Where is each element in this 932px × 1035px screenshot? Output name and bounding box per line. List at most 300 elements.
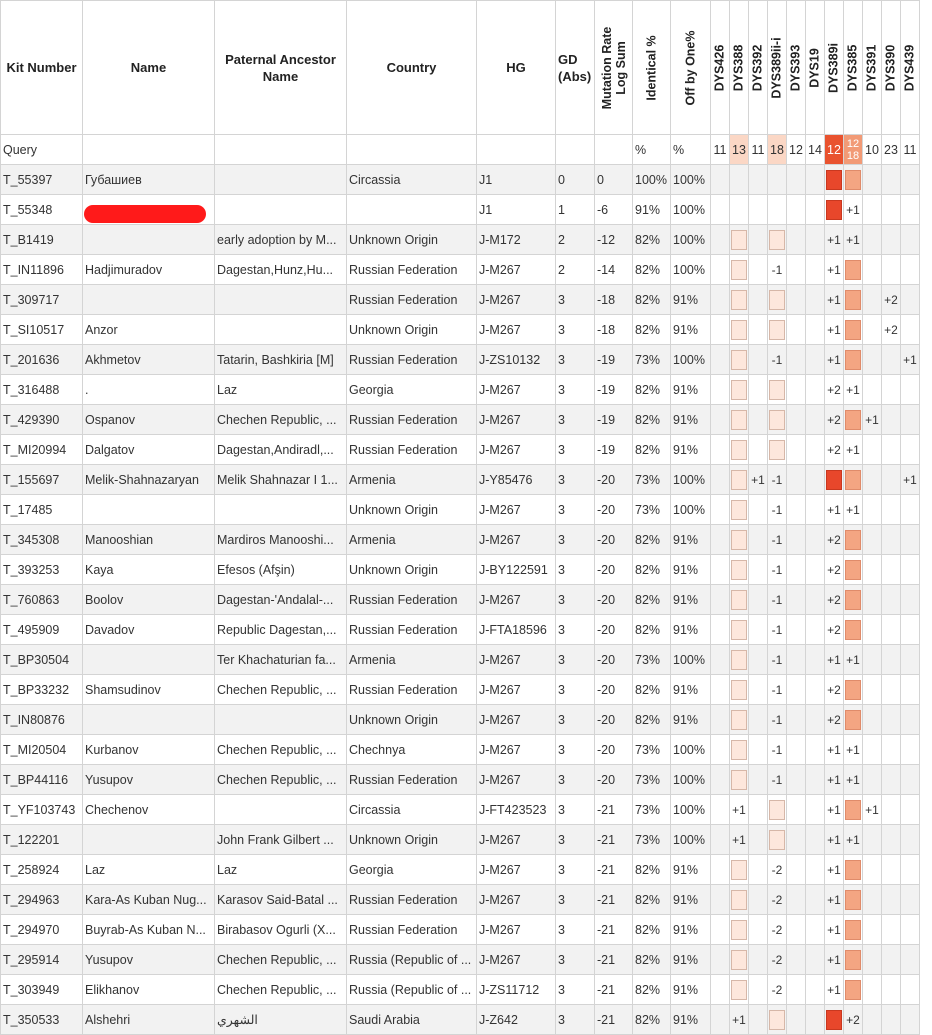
identical-header[interactable]	[633, 1, 671, 135]
country-header[interactable]: Country	[347, 1, 477, 135]
gd-cell: 3	[556, 735, 595, 765]
table-row[interactable]	[1, 975, 920, 1005]
marker-cell	[787, 975, 806, 1005]
country-cell: Russian Federation	[347, 345, 477, 375]
marker-cell	[844, 975, 863, 1005]
query-row	[1, 135, 920, 165]
table-row[interactable]	[1, 795, 920, 825]
table-row[interactable]	[1, 375, 920, 405]
hg-cell: J-M267	[477, 825, 556, 855]
mutation-rate-cell: -21	[595, 825, 633, 855]
marker-cell: +1	[901, 345, 920, 375]
off-by-one-cell: 91%	[671, 435, 711, 465]
marker-diff-box	[826, 470, 842, 490]
mutation-rate-cell: -21	[595, 1005, 633, 1035]
marker-cell	[844, 585, 863, 615]
country-cell: Georgia	[347, 855, 477, 885]
marker-header[interactable]	[806, 1, 825, 135]
query-marker-text: 13	[732, 142, 746, 157]
marker-cell	[901, 225, 920, 255]
marker-cell	[863, 645, 882, 675]
marker-cell	[768, 795, 787, 825]
marker-cell	[787, 195, 806, 225]
hg-cell: J1	[477, 195, 556, 225]
table-row[interactable]	[1, 735, 920, 765]
query-marker-value	[787, 135, 806, 165]
ancestor-cell: Dagestan,Andiradl,...	[215, 435, 347, 465]
table-row[interactable]	[1, 945, 920, 975]
marker-cell: -1	[768, 495, 787, 525]
marker-cell: +1	[844, 825, 863, 855]
marker-cell: +1	[825, 975, 844, 1005]
marker-cell	[749, 585, 768, 615]
marker-header[interactable]	[787, 1, 806, 135]
marker-cell: +1	[844, 375, 863, 405]
hg-cell: J-FTA18596	[477, 615, 556, 645]
identical-cell: 82%	[633, 285, 671, 315]
marker-cell	[901, 855, 920, 885]
name-cell: Melik-Shahnazaryan	[83, 465, 215, 495]
table-row[interactable]	[1, 315, 920, 345]
hg-cell: J-M267	[477, 405, 556, 435]
marker-diff-box	[731, 290, 747, 310]
marker-diff-box	[826, 200, 842, 220]
ancestor-cell: Chechen Republic, ...	[215, 975, 347, 1005]
table-row[interactable]	[1, 615, 920, 645]
off-by-one-cell: 100%	[671, 645, 711, 675]
marker-cell	[730, 405, 749, 435]
name-cell: Hadjimuradov	[83, 255, 215, 285]
hg-cell: J-M267	[477, 735, 556, 765]
marker-diff-box	[769, 440, 785, 460]
identical-cell: 82%	[633, 435, 671, 465]
marker-cell	[711, 645, 730, 675]
ancestor-cell: Tatarin, Bashkiria [M]	[215, 345, 347, 375]
table-row[interactable]	[1, 285, 920, 315]
mutation-rate-cell: -18	[595, 285, 633, 315]
marker-diff-box	[769, 800, 785, 820]
marker-diff-box	[769, 290, 785, 310]
hg-header[interactable]: HG	[477, 1, 556, 135]
off-by-one-cell: 91%	[671, 375, 711, 405]
marker-cell: +1	[730, 795, 749, 825]
name-cell: Dalgatov	[83, 435, 215, 465]
marker-diff-box	[731, 680, 747, 700]
ancestor-cell: Dagestan,Hunz,Hu...	[215, 255, 347, 285]
marker-diff-box	[731, 770, 747, 790]
identical-cell: 100%	[633, 165, 671, 195]
country-cell: Chechnya	[347, 735, 477, 765]
query-marker-value	[730, 135, 749, 165]
marker-cell	[711, 495, 730, 525]
off-by-one-cell: 91%	[671, 885, 711, 915]
marker-header[interactable]	[730, 1, 749, 135]
identical-cell: 82%	[633, 585, 671, 615]
marker-cell	[806, 255, 825, 285]
marker-label: DYS391	[864, 44, 879, 91]
gd-cell: 3	[556, 675, 595, 705]
gd-cell: 3	[556, 345, 595, 375]
marker-cell	[787, 465, 806, 495]
marker-cell	[749, 165, 768, 195]
marker-cell: -1	[768, 765, 787, 795]
log-sum-label: Log Sum	[613, 40, 628, 95]
marker-diff-box	[731, 650, 747, 670]
mutation-rate-header[interactable]	[595, 1, 633, 135]
marker-cell	[806, 375, 825, 405]
marker-cell	[768, 285, 787, 315]
marker-cell	[844, 795, 863, 825]
marker-header[interactable]	[882, 1, 901, 135]
marker-header[interactable]	[711, 1, 730, 135]
marker-label: DYS389i	[826, 42, 841, 93]
marker-cell	[730, 765, 749, 795]
table-row[interactable]	[1, 435, 920, 465]
marker-diff-box	[731, 890, 747, 910]
marker-cell	[806, 405, 825, 435]
country-cell: Russian Federation	[347, 885, 477, 915]
table-row[interactable]	[1, 585, 920, 615]
header-row	[1, 1, 920, 135]
table-row[interactable]	[1, 1005, 920, 1035]
off-by-one-cell: 91%	[671, 525, 711, 555]
marker-cell	[863, 555, 882, 585]
country-cell: Russian Federation	[347, 405, 477, 435]
gd-cell: 3	[556, 765, 595, 795]
marker-cell	[882, 885, 901, 915]
marker-cell: -1	[768, 585, 787, 615]
hg-cell: J-M267	[477, 285, 556, 315]
table-row[interactable]	[1, 885, 920, 915]
marker-cell: +2	[825, 375, 844, 405]
off-by-one-cell: 100%	[671, 165, 711, 195]
identical-cell: 82%	[633, 525, 671, 555]
marker-cell: -1	[768, 345, 787, 375]
marker-label: DYS390	[883, 44, 898, 91]
name-cell: Shamsudinov	[83, 675, 215, 705]
name-header[interactable]: Name	[83, 1, 215, 135]
kit-number-cell: T_294970	[1, 915, 83, 945]
marker-cell: +1	[825, 885, 844, 915]
marker-cell	[901, 255, 920, 285]
marker-cell	[787, 225, 806, 255]
marker-cell	[749, 705, 768, 735]
marker-diff-box	[731, 710, 747, 730]
marker-cell	[863, 885, 882, 915]
marker-cell	[806, 675, 825, 705]
marker-cell	[825, 1005, 844, 1035]
kit-number-cell: T_760863	[1, 585, 83, 615]
empty-cell	[347, 135, 477, 165]
identical-cell: 82%	[633, 675, 671, 705]
marker-cell	[768, 405, 787, 435]
mutation-rate-cell: -19	[595, 345, 633, 375]
marker-diff-box	[731, 980, 747, 1000]
gd-cell: 3	[556, 465, 595, 495]
identical-cell: 82%	[633, 405, 671, 435]
name-cell: Davadov	[83, 615, 215, 645]
marker-cell: +1	[749, 465, 768, 495]
marker-cell: -1	[768, 735, 787, 765]
marker-cell	[730, 555, 749, 585]
kit-number-cell: T_393253	[1, 555, 83, 585]
marker-cell	[901, 285, 920, 315]
marker-cell	[730, 675, 749, 705]
marker-cell	[882, 735, 901, 765]
marker-cell: +1	[825, 765, 844, 795]
name-cell	[83, 285, 215, 315]
marker-cell	[825, 165, 844, 195]
marker-cell	[787, 855, 806, 885]
redaction-mark	[84, 205, 206, 223]
kit-number-cell: T_BP30504	[1, 645, 83, 675]
table-row[interactable]	[1, 765, 920, 795]
marker-header[interactable]	[844, 1, 863, 135]
marker-cell	[844, 915, 863, 945]
marker-cell	[863, 525, 882, 555]
table-row[interactable]	[1, 225, 920, 255]
marker-cell: +2	[844, 1005, 863, 1035]
mutation-rate-cell: -19	[595, 375, 633, 405]
ancestor-cell: Laz	[215, 855, 347, 885]
marker-cell	[730, 585, 749, 615]
ancestor-cell: Karasov Said-Batal ...	[215, 885, 347, 915]
kit-number-cell: T_309717	[1, 285, 83, 315]
marker-cell	[882, 465, 901, 495]
marker-cell	[882, 225, 901, 255]
name-cell: Buyrab-As Kuban N...	[83, 915, 215, 945]
marker-cell	[787, 525, 806, 555]
hg-cell: J-M267	[477, 765, 556, 795]
kit-number-header[interactable]: Kit Number	[1, 1, 83, 135]
marker-cell	[711, 705, 730, 735]
marker-diff-box	[731, 470, 747, 490]
marker-diff-box	[731, 500, 747, 520]
marker-cell	[901, 765, 920, 795]
marker-cell	[806, 495, 825, 525]
marker-cell	[730, 855, 749, 885]
query-marker-text: 11	[751, 142, 765, 157]
gd-cell: 2	[556, 255, 595, 285]
table-row[interactable]	[1, 825, 920, 855]
marker-cell	[882, 495, 901, 525]
marker-cell: +1	[825, 945, 844, 975]
name-cell	[83, 825, 215, 855]
marker-cell	[749, 765, 768, 795]
table-row[interactable]	[1, 645, 920, 675]
identical-cell: 82%	[633, 915, 671, 945]
table-row[interactable]	[1, 675, 920, 705]
country-cell: Russia (Republic of ...	[347, 945, 477, 975]
gd-cell: 3	[556, 705, 595, 735]
identical-cell: 73%	[633, 735, 671, 765]
ancestor-cell	[215, 195, 347, 225]
identical-cell: 82%	[633, 975, 671, 1005]
query-marker-value	[863, 135, 882, 165]
table-row[interactable]	[1, 165, 920, 195]
table-row[interactable]	[1, 405, 920, 435]
gd-cell: 3	[556, 1005, 595, 1035]
country-cell: Russian Federation	[347, 615, 477, 645]
kit-number-cell: T_BP44116	[1, 765, 83, 795]
table-row[interactable]	[1, 915, 920, 945]
off-by-one-cell: 100%	[671, 495, 711, 525]
marker-cell	[711, 735, 730, 765]
gd-cell: 3	[556, 435, 595, 465]
marker-cell	[901, 735, 920, 765]
marker-cell: -1	[768, 615, 787, 645]
table-row[interactable]	[1, 465, 920, 495]
name-cell: Kurbanov	[83, 735, 215, 765]
mutation-rate-cell: -21	[595, 855, 633, 885]
marker-header[interactable]	[825, 1, 844, 135]
table-row[interactable]	[1, 555, 920, 585]
marker-header[interactable]	[749, 1, 768, 135]
marker-cell	[749, 615, 768, 645]
hg-cell: J1	[477, 165, 556, 195]
off-by-one-header[interactable]	[671, 1, 711, 135]
marker-cell	[806, 345, 825, 375]
marker-cell	[806, 915, 825, 945]
marker-cell	[749, 255, 768, 285]
mutation-rate-cell: -21	[595, 975, 633, 1005]
marker-cell	[882, 195, 901, 225]
ancestor-cell	[215, 165, 347, 195]
marker-cell	[901, 405, 920, 435]
marker-cell	[787, 945, 806, 975]
mutation-rate-label: Mutation Rate	[599, 26, 614, 109]
marker-cell	[730, 495, 749, 525]
marker-cell	[901, 195, 920, 225]
marker-cell	[711, 225, 730, 255]
marker-cell: +1	[863, 795, 882, 825]
ancestor-cell	[215, 705, 347, 735]
marker-header[interactable]	[768, 1, 787, 135]
table-row[interactable]	[1, 345, 920, 375]
marker-cell	[844, 405, 863, 435]
marker-diff-box	[826, 1010, 842, 1030]
table-body	[1, 135, 920, 1035]
query-marker-value	[711, 135, 730, 165]
marker-cell: +1	[825, 255, 844, 285]
kit-number-cell: T_SI10517	[1, 315, 83, 345]
off-by-one-cell: 100%	[671, 795, 711, 825]
mutation-rate-cell: -21	[595, 915, 633, 945]
marker-cell	[711, 675, 730, 705]
marker-header[interactable]	[901, 1, 920, 135]
name-cell: Alshehri	[83, 1005, 215, 1035]
paternal-ancestor-header[interactable]: Paternal Ancestor Name	[215, 1, 347, 135]
marker-cell	[711, 165, 730, 195]
marker-cell	[749, 735, 768, 765]
off-by-one-cell: 100%	[671, 255, 711, 285]
off-by-one-cell: 100%	[671, 345, 711, 375]
ancestor-cell: Mardiros Manooshi...	[215, 525, 347, 555]
gd-cell: 3	[556, 885, 595, 915]
marker-diff-box	[731, 620, 747, 640]
marker-cell	[882, 825, 901, 855]
marker-cell: +2	[882, 285, 901, 315]
table-row[interactable]	[1, 525, 920, 555]
query-marker-text: 23	[884, 142, 898, 157]
marker-label: DYS385	[845, 44, 860, 91]
country-cell: Armenia	[347, 465, 477, 495]
marker-cell	[806, 165, 825, 195]
table-row[interactable]	[1, 855, 920, 885]
marker-cell	[768, 375, 787, 405]
marker-cell	[711, 405, 730, 435]
gd-cell: 3	[556, 795, 595, 825]
marker-cell	[901, 555, 920, 585]
identical-cell: 82%	[633, 885, 671, 915]
marker-diff-box	[845, 980, 861, 1000]
marker-cell	[730, 285, 749, 315]
marker-cell	[863, 315, 882, 345]
ancestor-cell: Chechen Republic, ...	[215, 675, 347, 705]
table-row[interactable]	[1, 705, 920, 735]
marker-cell	[787, 585, 806, 615]
marker-cell	[730, 645, 749, 675]
marker-cell	[882, 945, 901, 975]
marker-cell	[711, 345, 730, 375]
marker-cell	[863, 765, 882, 795]
marker-cell	[901, 795, 920, 825]
gd-cell: 3	[556, 555, 595, 585]
marker-cell	[901, 915, 920, 945]
marker-diff-box	[731, 230, 747, 250]
marker-cell	[730, 945, 749, 975]
marker-cell: +1	[825, 225, 844, 255]
identical-cell: 82%	[633, 855, 671, 885]
gd-header[interactable]: GD (Abs)	[556, 1, 595, 135]
hg-cell: J-M267	[477, 915, 556, 945]
marker-label: DYS393	[788, 44, 803, 91]
off-by-one-label: Off by One%	[683, 29, 697, 106]
marker-diff-box	[769, 320, 785, 340]
mutation-rate-cell: -12	[595, 225, 633, 255]
marker-cell	[730, 615, 749, 645]
marker-cell	[749, 825, 768, 855]
table-row[interactable]	[1, 255, 920, 285]
marker-cell: -2	[768, 945, 787, 975]
marker-cell	[787, 495, 806, 525]
marker-cell: +1	[825, 315, 844, 345]
marker-cell	[806, 855, 825, 885]
name-cell: Kara-As Kuban Nug...	[83, 885, 215, 915]
marker-cell	[882, 555, 901, 585]
name-cell: Laz	[83, 855, 215, 885]
marker-cell	[825, 465, 844, 495]
mutation-rate-cell: -6	[595, 195, 633, 225]
marker-cell	[711, 285, 730, 315]
identical-cell: 82%	[633, 945, 671, 975]
marker-header[interactable]	[863, 1, 882, 135]
marker-cell	[730, 165, 749, 195]
identical-cell: 73%	[633, 765, 671, 795]
marker-cell: +1	[844, 645, 863, 675]
marker-cell	[711, 375, 730, 405]
marker-cell: -2	[768, 975, 787, 1005]
table-row[interactable]	[1, 495, 920, 525]
marker-cell	[749, 405, 768, 435]
marker-diff-box	[731, 350, 747, 370]
marker-cell	[730, 255, 749, 285]
marker-cell	[863, 195, 882, 225]
marker-diff-box	[845, 920, 861, 940]
marker-cell	[882, 855, 901, 885]
marker-cell	[844, 855, 863, 885]
query-marker-value	[749, 135, 768, 165]
